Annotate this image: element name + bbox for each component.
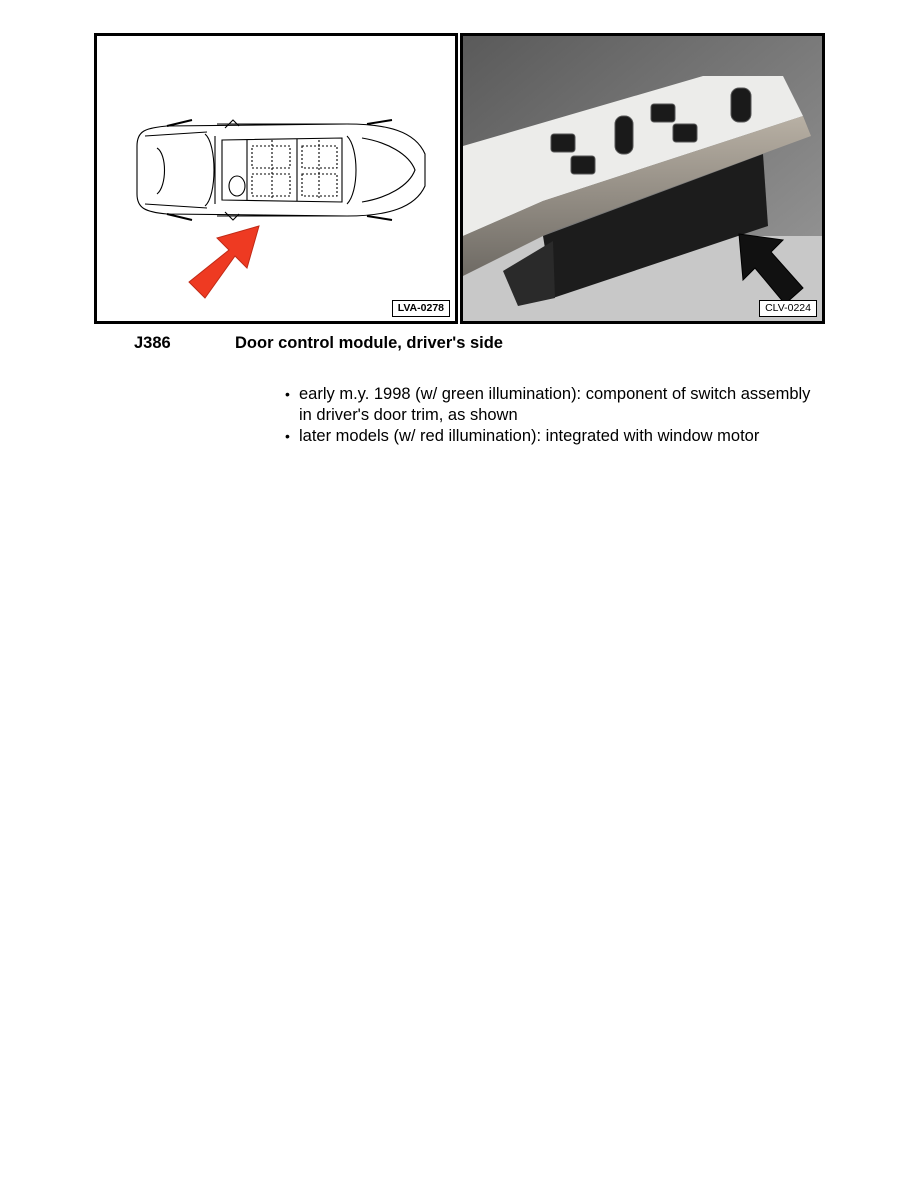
door-switch-photo <box>463 36 822 321</box>
figure-label-left: LVA-0278 <box>392 300 450 317</box>
figure-label-right: CLV-0224 <box>759 300 817 317</box>
car-location-figure <box>94 33 458 324</box>
component-code: J386 <box>134 334 171 352</box>
car-top-view-drawing <box>97 36 455 321</box>
switch-panel-photo <box>460 33 825 324</box>
component-notes <box>285 384 825 447</box>
red-location-arrow <box>189 226 259 298</box>
note-item: • early m.y. 1998 (w/ green illumination): component of switch assembly in driver's door trim, as shown <box>285 384 825 426</box>
component-title: Door control module, driver's side <box>235 334 503 352</box>
note-item: • later models (w/ red illumination): integrated with window motor <box>285 426 825 447</box>
